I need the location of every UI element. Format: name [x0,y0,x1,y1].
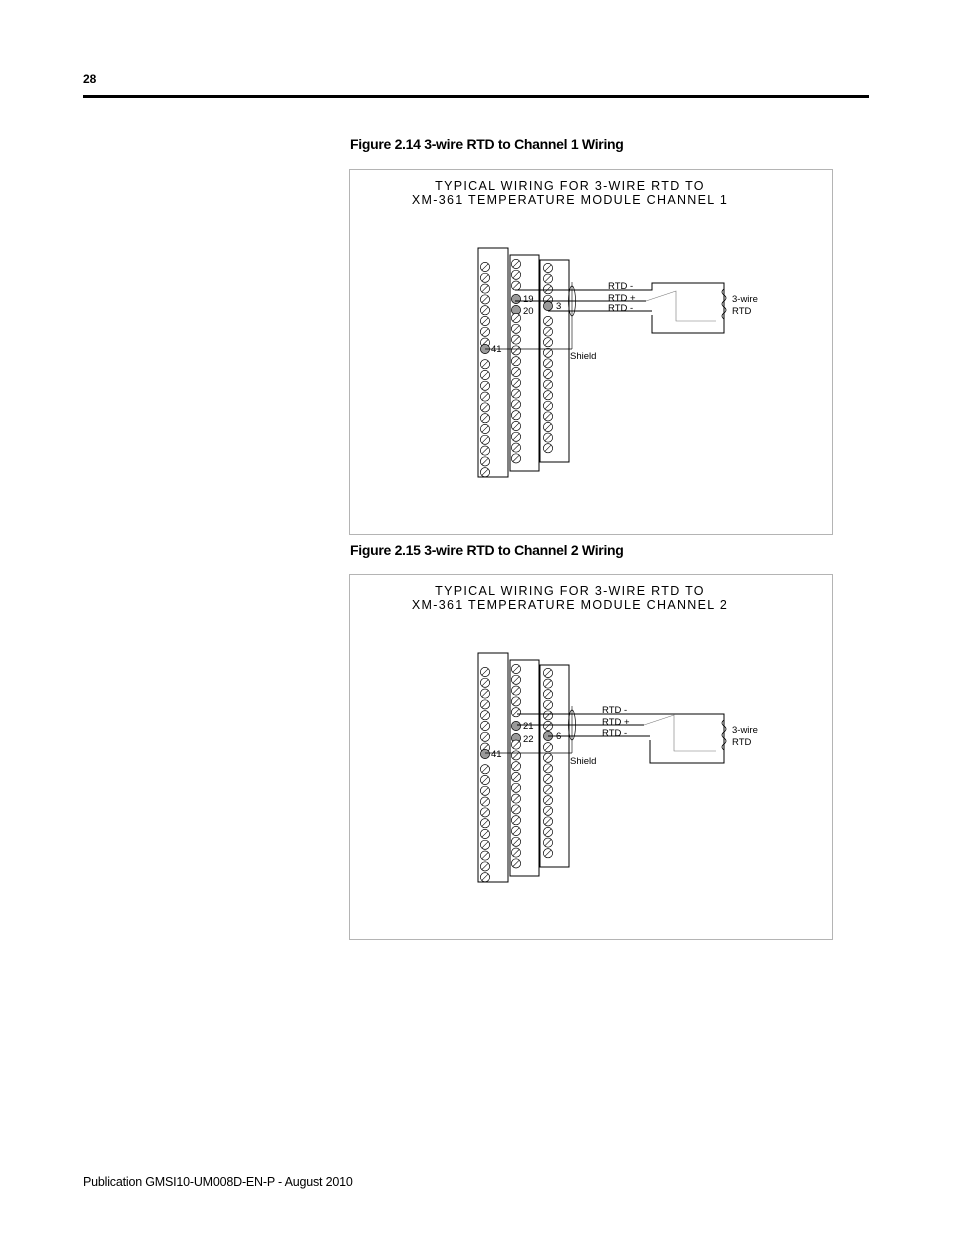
sensor-inner-wire [646,291,716,321]
terminal-label-upper: 19 [523,294,534,305]
figure-caption: Figure 2.15 3-wire RTD to Channel 2 Wiring [350,542,624,558]
figure-title-line-1: TYPICAL WIRING FOR 3-WIRE RTD TO [435,179,705,193]
wire-label-rtd-plus: RTD + [608,293,636,304]
wiring-diagram [350,170,834,536]
signal-terminal [511,294,520,303]
ground-terminal [480,749,489,758]
publication-footer: Publication GMSI10-UM008D-EN-P - August 2010 [83,1175,353,1189]
figure-title-line-2: XM-361 TEMPERATURE MODULE CHANNEL 1 [411,193,729,207]
sensor-label-rtd: RTD [732,737,752,748]
diagram-group [478,248,726,477]
sensor-label-rtd: RTD [732,306,752,317]
wire-label-rtd-minus-top: RTD - [608,281,634,292]
terminal-label-ground: 41 [491,344,502,355]
header-rule [83,95,869,98]
figure-caption: Figure 2.14 3-wire RTD to Channel 1 Wiring [350,136,624,152]
wire-label-rtd-minus-bottom: RTD - [602,728,628,739]
sensor-label-type: 3-wire [732,725,758,736]
wire-label-rtd-plus: RTD + [602,717,630,728]
terminal-label-channel: 3 [556,301,562,312]
sensor-label-type: 3-wire [732,294,758,305]
page-number: 28 [83,72,97,86]
shield-label: Shield [570,351,597,362]
wiring-diagram [350,575,834,941]
channel-terminal [543,301,552,310]
terminal-label-ground: 41 [491,749,502,760]
figure-title-line-2: XM-361 TEMPERATURE MODULE CHANNEL 2 [411,598,729,612]
diagram-group [478,653,726,882]
terminal-label-lower: 20 [523,306,534,317]
terminal-label-upper: 21 [523,721,534,732]
wire-label-rtd-minus-bottom: RTD - [608,303,634,314]
shield-label: Shield [570,756,597,767]
terminal-label-lower: 22 [523,734,534,745]
wiring-figure [349,169,833,535]
sensor-inner-wire [644,715,716,751]
terminal-label-channel: 6 [556,731,562,742]
wire-label-rtd-minus-top: RTD - [602,705,628,716]
wiring-figure [349,574,833,940]
signal-terminal [511,721,520,730]
figure-title-line-1: TYPICAL WIRING FOR 3-WIRE RTD TO [435,584,705,598]
